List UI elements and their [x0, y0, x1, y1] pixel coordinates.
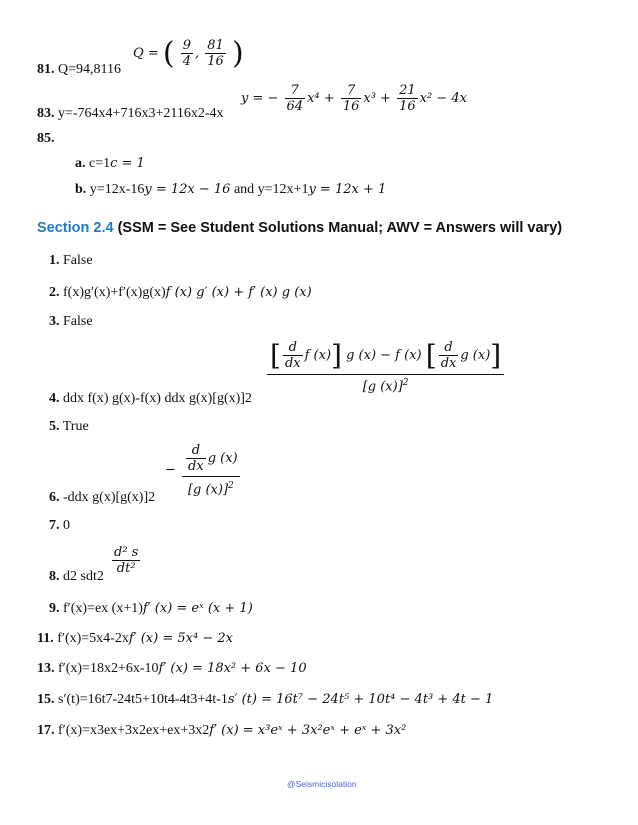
- answer-text: y=12x-16: [89, 182, 145, 197]
- answer-text: f(x)g′(x)+f′(x)g(x): [63, 285, 166, 300]
- problem-number: 13.: [37, 661, 55, 676]
- problem-85: [37, 131, 55, 147]
- problem-number: 6.: [49, 490, 60, 505]
- problem-number: 83.: [37, 106, 55, 121]
- math-81: Q = ( $\frac{9}{4}$ , $\frac{81}{16}$ ): [133, 36, 244, 71]
- answer-2: [49, 285, 312, 301]
- problem-number: 85.: [37, 131, 55, 146]
- answer-text: True: [62, 419, 89, 434]
- math-expr: f′ (x) = 18x² + 6x − 10: [158, 661, 307, 676]
- answer-8: [49, 569, 104, 585]
- math-expr: f′ (x) = eˣ (x + 1): [142, 601, 253, 616]
- answer-7: [49, 518, 70, 534]
- answer-9: [49, 601, 253, 617]
- answer-text: f′(x)=ex (x+1): [63, 601, 143, 616]
- section-note: (SSM = See Student Solutions Manual; AWV = Answers will vary): [117, 220, 563, 236]
- fraction: $\frac{9}{4}$: [182, 38, 191, 69]
- answer-13: [37, 661, 307, 677]
- answer-15: [37, 692, 493, 708]
- problem-83: [37, 106, 224, 122]
- watermark: @Seismicisolation: [287, 779, 357, 789]
- math-expr: s′ (t) = 16t⁷ − 24t⁵ + 10t⁴ − 4t³ + 4t − 1: [227, 692, 494, 707]
- math-expr: f′ (x) = x³eˣ + 3x²eˣ + eˣ + 3x²: [209, 723, 407, 738]
- answer-text: Q=94,8116: [58, 62, 121, 77]
- answer-11: [37, 631, 233, 647]
- answer-text: y=12x+1: [257, 182, 309, 197]
- part-label: b.: [75, 182, 87, 197]
- problem-81: [37, 62, 121, 78]
- math-expr: y = 12x + 1: [308, 182, 387, 197]
- answer-1: [49, 253, 93, 269]
- problem-number: 3.: [49, 314, 60, 329]
- section-name: Section 2.4: [37, 220, 114, 236]
- fraction: $\frac{81}{16}$: [207, 38, 224, 69]
- answer-4: [49, 391, 252, 407]
- math-lhs: Q =: [133, 46, 159, 61]
- answer-text: False: [63, 253, 93, 268]
- answer-text: f′(x)=18x2+6x-10: [58, 661, 159, 676]
- problem-number: 81.: [37, 62, 55, 77]
- answer-3: [49, 314, 93, 330]
- problem-85a: [75, 156, 145, 172]
- math-expr: c = 1: [110, 156, 145, 171]
- problem-number: 15.: [37, 692, 55, 707]
- answer-text: False: [63, 314, 93, 329]
- part-label: a.: [75, 156, 86, 171]
- math-4: [ $\frac{d}{dx}$ f (x)] g (x) − f (x) [ $\frac{d}{dx}$ g (x)] [g (x)]$^2$: [267, 339, 504, 394]
- answer-text: c=1: [89, 156, 111, 171]
- answer-text: -ddx g(x)[g(x)]2: [63, 490, 156, 505]
- answer-text: d2 sdt2: [63, 569, 104, 584]
- answer-text: f′(x)=x3ex+3x2ex+ex+3x2: [58, 723, 210, 738]
- problem-number: 9.: [49, 601, 60, 616]
- answer-17: [37, 723, 406, 739]
- problem-number: 5.: [49, 419, 60, 434]
- answer-text: y=-764x4+716x3+2116x2-4x: [58, 106, 224, 121]
- math-6: − $\frac{d}{dx}$ g (x) [g (x)]$^2$: [165, 443, 238, 498]
- problem-number: 8.: [49, 569, 60, 584]
- math-expr: f (x) g′ (x) + f′ (x) g (x): [165, 285, 312, 300]
- math-expr: y = 12x − 16: [144, 182, 231, 197]
- problem-number: 7.: [49, 518, 60, 533]
- problem-number: 11.: [37, 631, 54, 646]
- problem-number: 4.: [49, 391, 60, 406]
- problem-number: 1.: [49, 253, 60, 268]
- answer-6: [49, 490, 155, 506]
- conjunction: and: [233, 182, 255, 197]
- problem-85b: [75, 182, 386, 198]
- answer-text: s′(t)=16t7-24t5+10t4-4t3+4t-1: [58, 692, 228, 707]
- math-83: y = − $\frac{7}{64}$ x⁴ + $\frac{7}{16}$ x³ + $\frac{21}{16}$ x² − 4x: [241, 83, 467, 114]
- answer-5: [49, 419, 89, 435]
- problem-number: 17.: [37, 723, 55, 738]
- math-8: $\frac{\text{d² s}}{\text{dt²}}$: [114, 545, 139, 576]
- answer-text: f′(x)=5x4-2x: [57, 631, 129, 646]
- answer-text: 0: [63, 518, 70, 533]
- section-heading: [37, 220, 562, 236]
- answer-text: ddx f(x) g(x)-f(x) ddx g(x)[g(x)]2: [63, 391, 252, 406]
- problem-number: 2.: [49, 285, 60, 300]
- math-expr: f′ (x) = 5x⁴ − 2x: [128, 631, 233, 646]
